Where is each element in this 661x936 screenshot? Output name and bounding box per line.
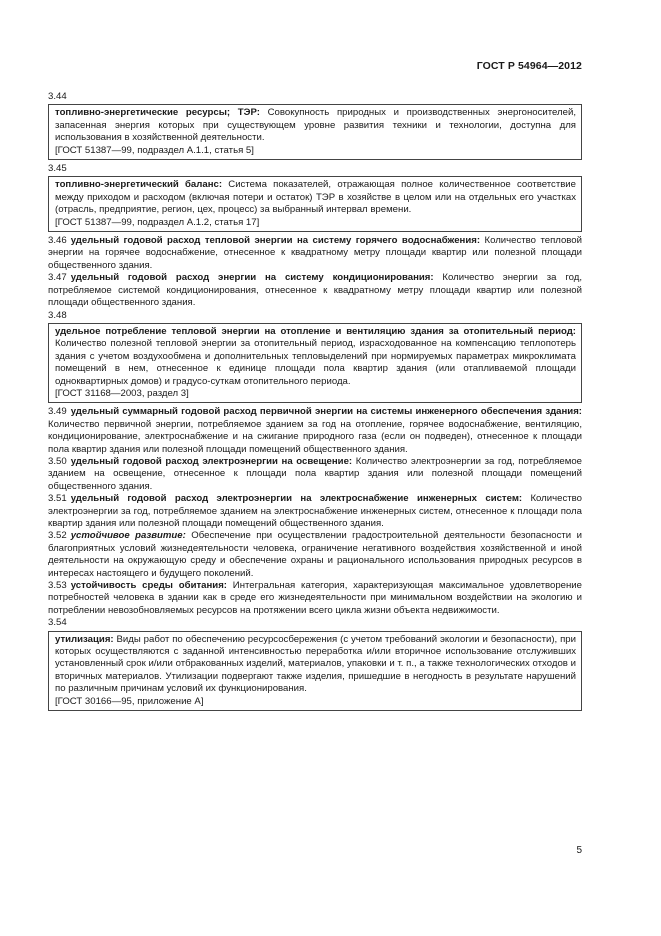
document-id: ГОСТ Р 54964—2012 [476, 60, 582, 72]
term: удельный годовой расход энергии на систему кондиционирования: [70, 272, 434, 284]
term-paragraph [48, 456, 582, 493]
term-paragraph [48, 235, 582, 272]
term: удельный годовой расход тепловой энергии на систему горячего водоснабжения: [70, 235, 481, 247]
term: удельный суммарный годовой расход первичной энергии на системы инженерного обеспечения здания: [70, 406, 582, 418]
entry-number: 3.46 [48, 235, 67, 247]
term-paragraph [48, 272, 582, 309]
definition: Количество электроэнергии за год, потребляемое зданием на электроснабжение инженерных систем, отнесенное к площади пола квартир здания или полезной площади помещений общественного здания. [48, 493, 582, 529]
definition: Количество первичной энергии, потребляемое зданием за год на отопление, горячее водоснабжение, вентиляцию, кондиционирование, электроснабжение и на сжигание природного газа (если он подведен), отнесенное к площади пола квартир здания или полезной площади помещений общественного здания. [48, 418, 582, 455]
term-definition [55, 179, 576, 216]
definition: Количество электроэнергии за год, потребляемое зданием на освещение, отнесенное к площади пола квартир здания или полезной площади помещений общественного здания. [48, 455, 582, 492]
term-paragraph [48, 580, 582, 617]
source-reference: [ГОСТ 51387—99, подраздел А.1.2, статья 17] [55, 216, 260, 228]
definition: Система показателей, отражающая полное количественное соответствие между приходом и расходом (включая потери и остаток) ТЭР в хозяйстве в целом или на отдельных его участках (отрасль, предприятие, регион, цех, процесс) за выбранный интервал времени. [55, 179, 576, 216]
term-paragraph [48, 406, 582, 456]
page-number: 5 [576, 845, 582, 856]
term-definition [55, 326, 576, 388]
definition: Количество полезной тепловой энергии за отопительный период, израсходованное на компенсацию теплопотерь здания с учетом воздухообмена и дополнительных тепловыделений при нормируемых параметрах микроклимата помещений в нем, отнесенное к единице площади пола квартир здания (или отапливаемой площади одноквартирных домов) и градусо-суткам отопительного периода. [55, 338, 576, 387]
definition: Совокупность природных и производственных энергоносителей, запасенная энергия которых при существующем уровне развития техники и технологии, доступна для использования в хозяйственной деятельности. [55, 107, 576, 144]
definition: Количество тепловой энергии на горячее водоснабжение, отнесенное к квадратному метру площади квартир или полезной площади общественного здания. [48, 235, 582, 271]
term-definition [55, 634, 576, 696]
definition: Обеспечение при осуществлении градостроительной деятельности безопасности и благоприятных условий жизнедеятельности человека, ограничение негативного воздействия хозяйственной и иной деятельности на окружающую среду и обеспечение охраны и рационального использования природных ресурсов в интересах настоящего и будущего поколений. [48, 530, 582, 579]
entry-number: 3.52 [48, 530, 67, 542]
term: устойчивость среды обитания: [70, 580, 227, 592]
term: устойчивое развитие: [70, 530, 186, 542]
entry-number: 3.49 [48, 406, 67, 418]
source-reference: [ГОСТ 31168—2003, раздел 3] [55, 387, 189, 399]
term: топливно-энергетические ресурсы; ТЭР: [55, 107, 260, 119]
term-definition [55, 107, 576, 144]
entry-number: 3.47 [48, 272, 67, 284]
term: топливно-энергетический баланс: [55, 179, 223, 191]
entry-number: 3.50 [48, 455, 67, 467]
entry-number: 3.54 [48, 617, 67, 629]
entry-number: 3.53 [48, 580, 67, 592]
term: утилизация: [55, 633, 114, 645]
definition: Виды работ по обеспечению ресурсосбережения (с учетом требований экологии и безопасности), при которых осуществляются с заданной интенсивностью переработка и/или вторичное использование отслуживших установленный срок и/или отбракованных изделий, материалов, упаковки и т. п., а также технологических отходов и вторичных материалов. Утилизации подвергают также изделия, пришедшие в негодность в результате нарушений по различным причинам условий их функционирования. [55, 633, 576, 695]
definition: Интегральная категория, характеризующая максимальное удовлетворение потребностей человека в здании как в среде его жизнедеятельности при минимальном воздействии на экологию и потреблении невозобновляемых ресурсов на протяжении всего цикла жизни объекта недвижимости. [48, 580, 582, 616]
source-reference: [ГОСТ 30166—95, приложение А] [55, 695, 204, 707]
entry-number: 3.48 [48, 309, 67, 321]
term-box [48, 104, 582, 160]
term: удельное потребление тепловой энергии на отопление и вентиляцию здания за отопительный период: [55, 325, 576, 337]
term-paragraph [48, 530, 582, 580]
document-body [48, 91, 582, 714]
definition: Количество энергии за год, потребляемое системой кондиционирования, отнесенное к квадратному метру площади квартир или полезной площади общественного здания. [48, 272, 582, 309]
term: удельный годовой расход электроэнергии на электроснабжение инженерных систем: [70, 493, 523, 505]
term-box [48, 631, 582, 711]
entry-number: 3.51 [48, 493, 67, 505]
term-box [48, 176, 582, 232]
entry-number: 3.45 [48, 163, 67, 175]
term-box [48, 323, 582, 403]
entry-number: 3.44 [48, 91, 67, 102]
source-reference: [ГОСТ 51387—99, подраздел А.1.1, статья 5] [55, 144, 254, 156]
term: удельный годовой расход электроэнергии на освещение: [70, 455, 353, 467]
term-paragraph [48, 493, 582, 530]
